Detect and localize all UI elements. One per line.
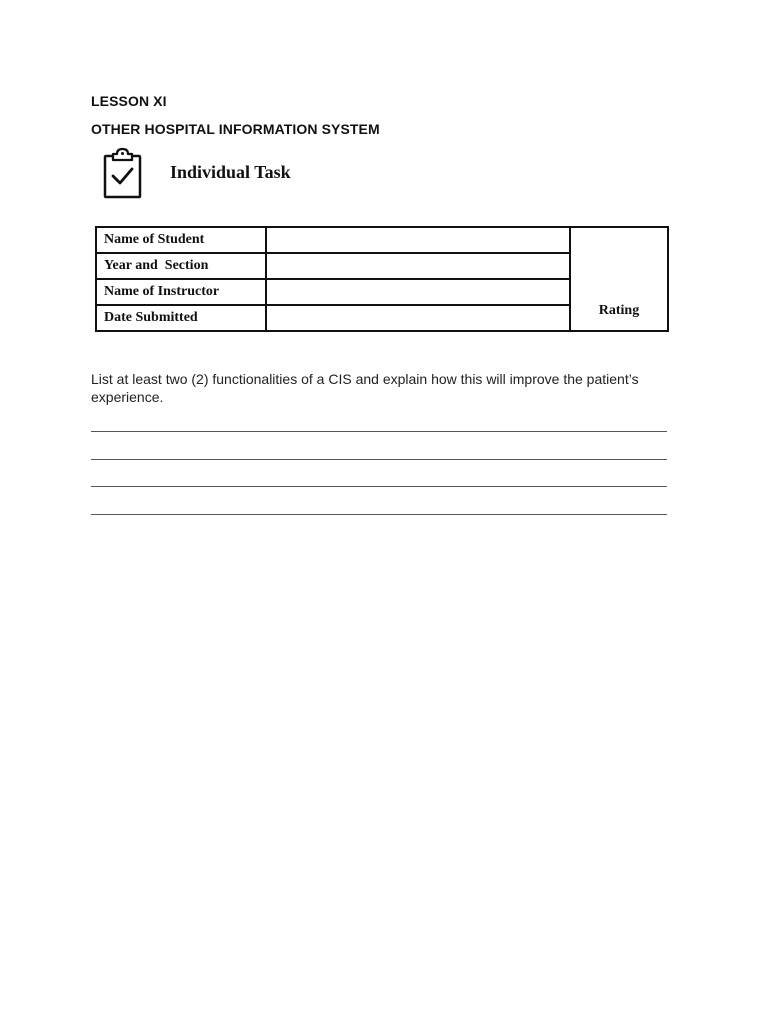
task-title: Individual Task [170,162,291,182]
year-and-section-label: Year and Section [96,253,266,279]
lesson-title: OTHER HOSPITAL INFORMATION SYSTEM [91,121,380,137]
answer-line[interactable] [91,486,667,487]
name-of-instructor-field[interactable] [266,279,570,305]
clipboard-check-icon [101,146,143,200]
answer-line[interactable] [91,431,667,432]
lesson-number: LESSON XI [91,93,167,109]
rating-label: Rating [598,303,640,318]
name-of-instructor-label: Name of Instructor [96,279,266,305]
student-info-table [95,226,669,332]
name-of-student-label: Name of Student [96,227,266,253]
answer-line[interactable] [91,514,667,515]
name-of-student-field[interactable] [266,227,570,253]
answer-line[interactable] [91,459,667,460]
task-instruction: List at least two (2) functionalities of a CIS and explain how this will improve the patient’s experience. [91,371,639,405]
task-header [101,146,401,200]
date-submitted-label: Date Submitted [96,305,266,331]
rating-cell [570,227,668,331]
table-row [96,227,668,253]
year-and-section-field[interactable] [266,253,570,279]
date-submitted-field[interactable] [266,305,570,331]
